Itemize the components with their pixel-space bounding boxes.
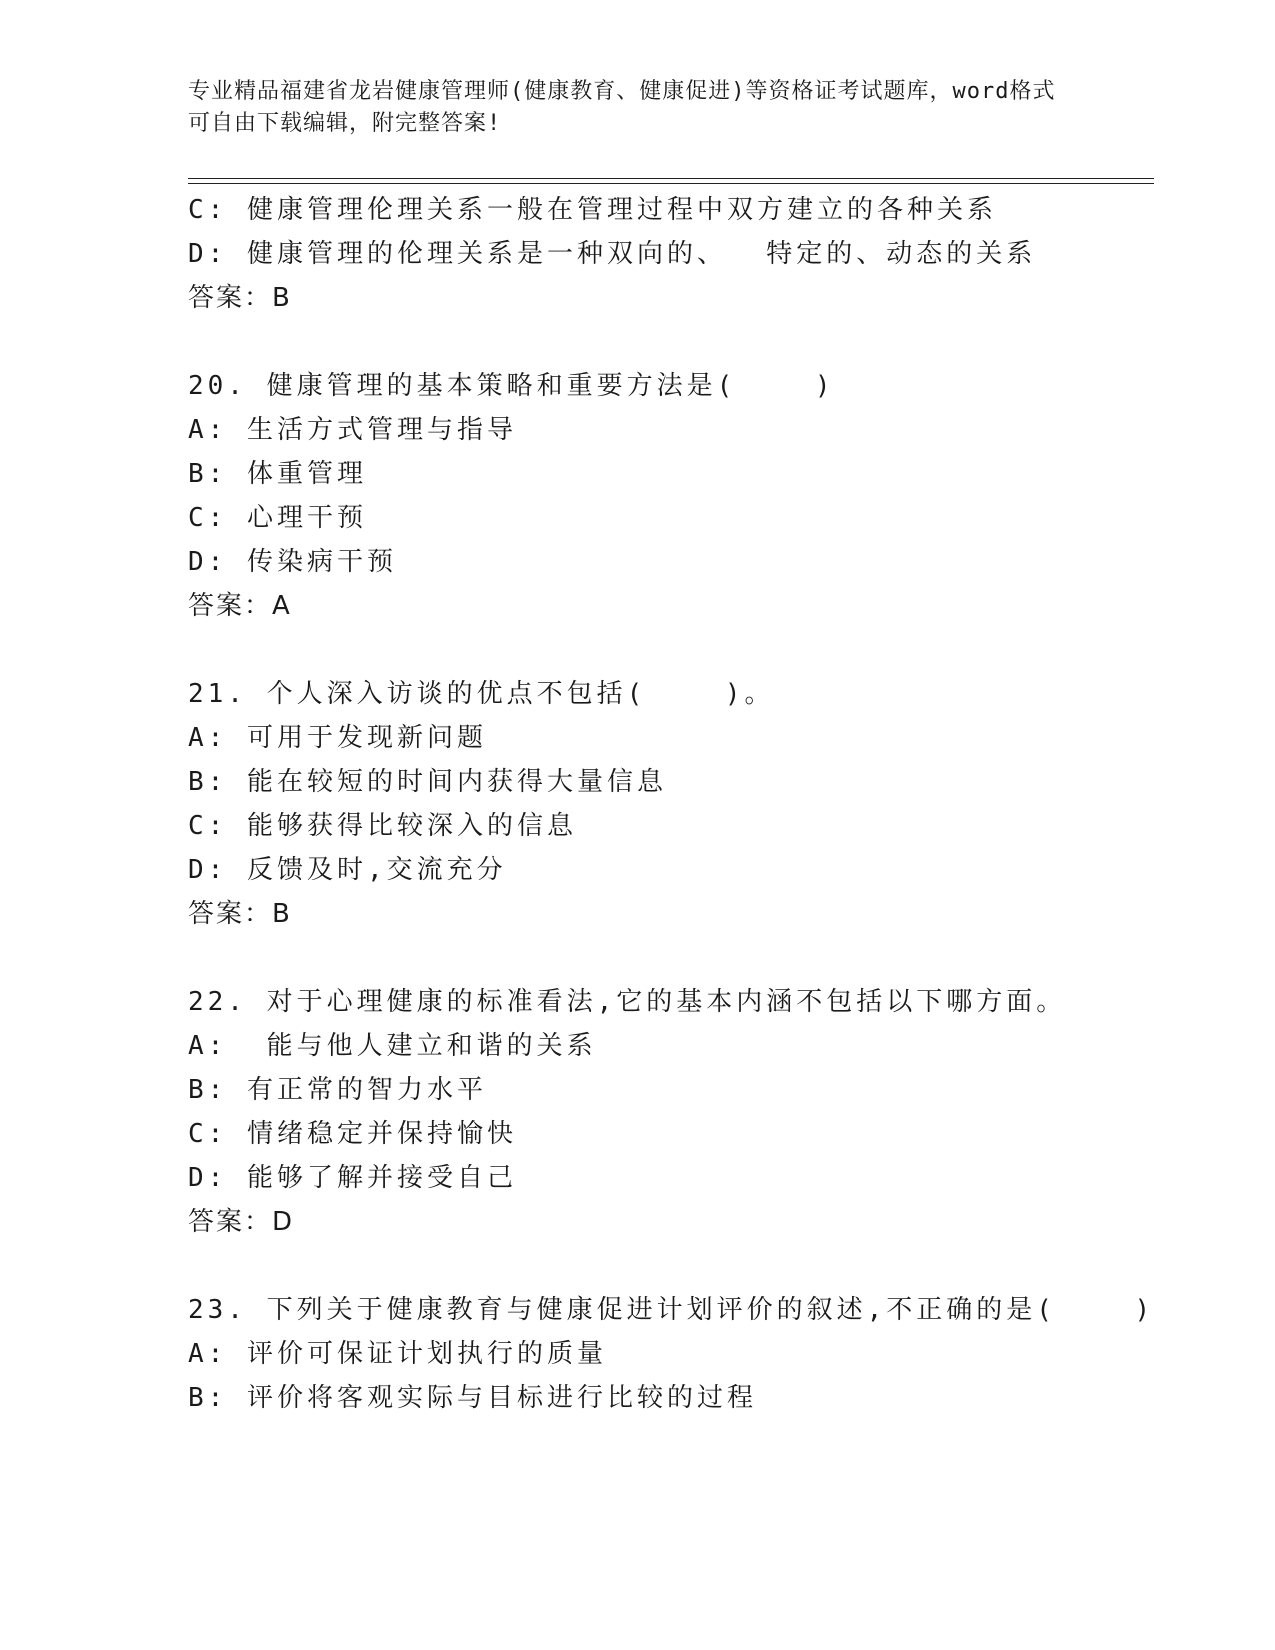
option-d: D: 能够了解并接受自己 (188, 1163, 517, 1193)
option-b: B: 有正常的智力水平 (188, 1075, 487, 1105)
option-c: C: 健康管理伦理关系一般在管理过程中双方建立的各种关系 (188, 195, 997, 225)
answer: 答案：B (188, 283, 292, 313)
answer: 答案：D (188, 1207, 295, 1237)
option-d: D: 反馈及时,交流充分 (188, 855, 507, 885)
option-a: A: 评价可保证计划执行的质量 (188, 1339, 607, 1369)
option-b: B: 能在较短的时间内获得大量信息 (188, 767, 667, 797)
answer: 答案：B (188, 899, 292, 929)
option-c: C: 心理干预 (188, 503, 367, 533)
header-divider (188, 178, 1154, 179)
answer: 答案：A (188, 591, 292, 621)
option-d: D: 健康管理的伦理关系是一种双向的、 特定的、动态的关系 (188, 239, 1037, 269)
option-c: C: 情绪稳定并保持愉快 (188, 1119, 517, 1149)
option-b: B: 评价将客观实际与目标进行比较的过程 (188, 1383, 757, 1413)
option-c: C: 能够获得比较深入的信息 (188, 811, 577, 841)
option-b: B: 体重管理 (188, 459, 367, 489)
question-stem: 23. 下列关于健康教育与健康促进计划评价的叙述,不正确的是( ) (188, 1295, 1155, 1325)
question-stem: 20. 健康管理的基本策略和重要方法是( ) (188, 371, 835, 401)
option-a: A: 能与他人建立和谐的关系 (188, 1031, 597, 1061)
document-header: 专业精品福建省龙岩健康管理师(健康教育、健康促进)等资格证考试题库，word格式可自由下载编辑，附完整答案! (188, 79, 1056, 136)
question-stem: 22. 对于心理健康的标准看法,它的基本内涵不包括以下哪方面。 (188, 987, 1067, 1017)
option-d: D: 传染病干预 (188, 547, 397, 577)
header-divider-second (188, 183, 1154, 184)
question-stem: 21. 个人深入访谈的优点不包括( )。 (188, 679, 775, 709)
option-a: A: 生活方式管理与指导 (188, 415, 517, 445)
option-a: A: 可用于发现新问题 (188, 723, 487, 753)
